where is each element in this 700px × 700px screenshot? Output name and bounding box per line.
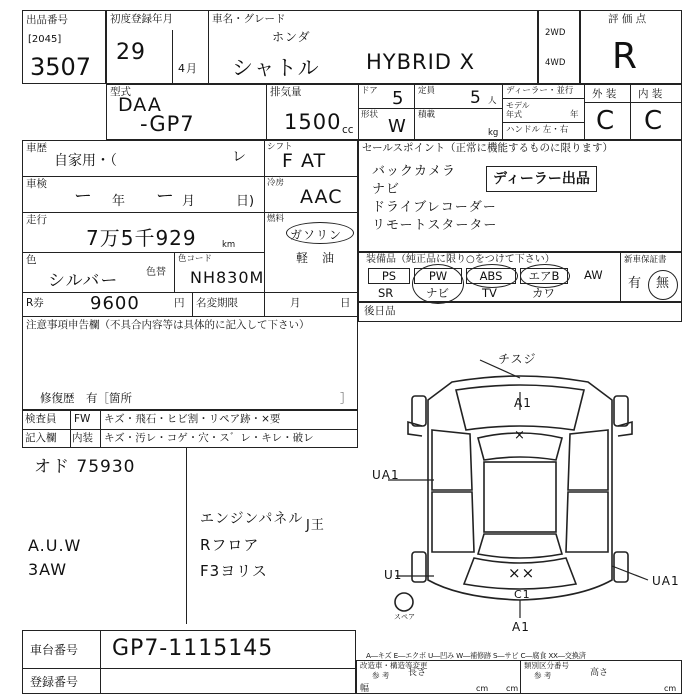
- exterior-score: C: [596, 106, 616, 136]
- diag-u1-left: U1: [384, 568, 403, 582]
- inspection-hw2: ー: [156, 186, 175, 207]
- recycle-label: R券: [26, 297, 44, 309]
- mileage-label: 走行: [26, 214, 47, 226]
- mileage-unit: km: [222, 240, 236, 250]
- equip-pw: PW: [414, 268, 462, 284]
- width-unit: cm: [506, 684, 519, 693]
- maker-grade-label: 車名・グレード: [212, 13, 286, 25]
- fuel-circle: [286, 222, 354, 244]
- divider: [264, 140, 265, 316]
- grade-hw: HYBRID X: [366, 50, 476, 74]
- model-year-unit: 年: [570, 110, 579, 120]
- color-code-label: 色コード: [178, 254, 213, 264]
- name-limit-day: 日: [340, 297, 351, 309]
- shift-value: F AT: [282, 150, 327, 172]
- modified-label: 改造車・構造等変更: [360, 661, 428, 670]
- entry-interior: 内装: [72, 432, 93, 444]
- warranty-label: 新車保証書: [624, 255, 667, 265]
- circle-mark: [466, 264, 518, 288]
- inspection-month: 月: [182, 194, 196, 209]
- modified-ref: 参 考: [372, 671, 390, 680]
- note-line-a: A.U.W: [28, 536, 82, 555]
- divider: [266, 84, 267, 140]
- divider: [174, 252, 175, 292]
- divider: [208, 10, 209, 84]
- sales-point-3: ドライブレコーダー: [372, 200, 497, 215]
- inspection-hw: ー: [74, 186, 93, 207]
- divider: [22, 176, 358, 177]
- repair-label: 修復歴 有［箇所: [40, 391, 132, 405]
- eval-label: 評 価 点: [608, 13, 647, 25]
- chassis-label: 車台番号: [30, 643, 79, 657]
- type-label: 型式: [110, 86, 131, 98]
- note-line-b: 3AW: [28, 560, 68, 579]
- divider: [584, 102, 682, 103]
- class-label: 類別区分番号: [524, 661, 569, 670]
- diag-ua1-right: UA1: [652, 574, 680, 588]
- lot-sub: [2045]: [28, 34, 62, 45]
- divider: [358, 108, 502, 109]
- first-reg-year: 29: [116, 40, 146, 65]
- divider: [100, 410, 101, 448]
- name-limit-label: 名変期限: [196, 297, 238, 309]
- sales-point-1: バックカメラ: [372, 164, 457, 179]
- note-engine-suffix: J王: [306, 518, 325, 533]
- drive-2wd: 2WD: [545, 28, 566, 38]
- divider: [414, 84, 415, 140]
- disp-unit: cc: [342, 124, 354, 136]
- dealer-label: ディーラー・並行: [506, 86, 574, 96]
- diag-a1-bottom: A1: [512, 620, 530, 634]
- sales-points-label: セールスポイント（正常に機能するものに限ります）: [362, 142, 614, 154]
- width-label: 幅: [360, 684, 370, 694]
- odo-note: オド 75930: [34, 457, 136, 477]
- drive-box: [538, 10, 580, 84]
- len-label: 長さ: [408, 668, 427, 678]
- divider: [22, 316, 358, 317]
- shape-value: W: [388, 116, 407, 137]
- height-label: 高さ: [590, 668, 609, 678]
- sales-point-4: リモートスターター: [372, 218, 498, 233]
- chassis-value: GP7-1115145: [112, 636, 274, 661]
- load-label: 積載: [418, 110, 436, 120]
- capacity-value: 5: [470, 88, 482, 108]
- divider: [70, 410, 71, 448]
- first-reg-label: 初度登録年月: [110, 13, 173, 25]
- divider: [172, 30, 173, 84]
- model-name-hw: シャトル: [232, 56, 320, 80]
- divider: [22, 212, 358, 213]
- diag-ua1-left: UA1: [372, 468, 400, 482]
- fuel-oil: 油: [322, 251, 335, 265]
- diag-xx-rear: ××: [508, 564, 536, 582]
- rear-items-box: [358, 302, 682, 322]
- type-value-2: -GP7: [140, 112, 195, 136]
- color-code-value: NH830M: [190, 268, 265, 287]
- drive-4wd: 4WD: [545, 58, 566, 68]
- door-label: ドア: [361, 86, 378, 96]
- maker-hw: ホンダ: [272, 30, 311, 44]
- diag-top-label: チスジ: [498, 352, 537, 366]
- shape-label: 形状: [361, 110, 379, 120]
- divider: [630, 84, 631, 140]
- inspection-year: 年: [112, 194, 126, 209]
- warranty-no: 無: [656, 276, 670, 291]
- recycle-value: 9600: [90, 293, 140, 314]
- dealer-badge: ディーラー出品: [486, 166, 597, 192]
- ac-label: 冷房: [267, 178, 285, 188]
- divider: [100, 630, 101, 694]
- handle-label: ハンドル 左・右: [506, 125, 569, 135]
- fuel-light: 軽: [296, 251, 309, 265]
- equip-leather: カワ: [532, 286, 555, 300]
- disp-value: 1500: [284, 110, 342, 134]
- lot-label: 出品番号: [26, 14, 68, 26]
- lot-number: 3507: [30, 53, 92, 81]
- diag-x-roof: ×: [514, 428, 526, 443]
- warranty-yes: 有: [628, 276, 642, 291]
- history-value: 自家用・（: [54, 153, 117, 169]
- fuel-label: 燃料: [267, 214, 285, 224]
- exterior-label: 外 装: [592, 88, 617, 100]
- divider: [22, 429, 358, 430]
- divider: [502, 84, 503, 140]
- divider: [22, 668, 356, 669]
- height-unit: cm: [664, 684, 677, 693]
- divider: [192, 292, 193, 316]
- mileage-value: 7万5千929: [86, 226, 197, 250]
- divider: [520, 660, 521, 694]
- len-unit: cm: [476, 684, 489, 693]
- equip-ps: PS: [368, 268, 410, 284]
- entry-label: 記入欄: [25, 432, 57, 444]
- inspection-day: 日): [236, 194, 255, 209]
- ac-value: AAC: [300, 186, 343, 208]
- diag-spare: スペア: [394, 613, 415, 621]
- type-value-1: DAA: [118, 94, 162, 116]
- diag-c1-rear: C1: [514, 588, 531, 601]
- sales-point-2: ナビ: [372, 182, 401, 197]
- divider: [186, 448, 187, 624]
- note-frame: F3ヨリス: [200, 562, 268, 580]
- equip-aw: AW: [584, 268, 603, 282]
- note-floor: Rフロア: [200, 536, 260, 554]
- first-reg-month: 4月: [178, 62, 198, 75]
- shift-label: シフト: [267, 142, 293, 152]
- note-engine: エンジンパネル: [200, 511, 304, 527]
- equipment-label: 装備品（純正品に限り○をつけて下さい）: [366, 254, 555, 265]
- circle-mark: [412, 264, 464, 304]
- door-value: 5: [392, 88, 405, 109]
- disp-label: 排気量: [270, 86, 302, 98]
- capacity-label: 定員: [418, 86, 436, 96]
- recycle-unit: 円: [174, 297, 185, 309]
- warranty-circle: [648, 270, 678, 300]
- equip-navi: ナビ: [426, 286, 449, 300]
- interior-score: C: [644, 106, 664, 136]
- damage-legend: A―キズ E―エクボ U―凹み W―補修跡 S―サビ C―腐食 XX―交換済: [366, 651, 586, 660]
- equip-airbag: エアB: [520, 268, 568, 284]
- load-unit: kg: [488, 128, 499, 138]
- equip-tv: TV: [482, 286, 497, 300]
- reg-label: 登録番号: [30, 675, 79, 689]
- shift-mark: レ: [232, 149, 247, 165]
- divider: [358, 84, 359, 140]
- model-year-label: モデル年式: [506, 101, 530, 119]
- inspection-label: 車検: [26, 178, 47, 190]
- color-label: 色: [26, 254, 37, 266]
- circle-mark: [520, 264, 570, 288]
- fuel-gas: ガソリン: [290, 228, 343, 242]
- inspector-label: 検査員: [25, 413, 57, 425]
- notes-label: 注意事項申告欄（不具合内容等は具体的に記入して下さい）: [26, 319, 310, 331]
- inspector-fw: FW: [74, 413, 91, 425]
- divider: [584, 84, 585, 140]
- color-no-label: 色替: [146, 267, 166, 278]
- history-label: 車歴: [26, 142, 47, 154]
- equip-abs: ABS: [466, 268, 516, 284]
- capacity-unit: 人: [488, 96, 497, 106]
- divider: [502, 98, 584, 99]
- eval-score: R: [612, 36, 639, 77]
- divider: [22, 252, 264, 253]
- class-ref: 参 考: [534, 671, 552, 680]
- entry-items: キズ・汚レ・コゲ・穴・ス゛レ・キレ・破レ: [104, 432, 314, 444]
- divider: [502, 122, 584, 123]
- repair-close: ］: [340, 391, 352, 405]
- interior-label: 内 装: [638, 88, 663, 100]
- divider: [620, 252, 621, 302]
- rear-label: 後日品: [364, 305, 396, 317]
- inspector-items: キズ・飛石・ヒビ割・リペア跡・×要: [104, 413, 281, 425]
- color-value: シルバー: [48, 271, 119, 291]
- diag-a1-top: A1: [514, 396, 532, 410]
- name-limit-month: 月: [290, 297, 301, 309]
- divider: [22, 292, 358, 293]
- equip-sr: SR: [378, 286, 394, 300]
